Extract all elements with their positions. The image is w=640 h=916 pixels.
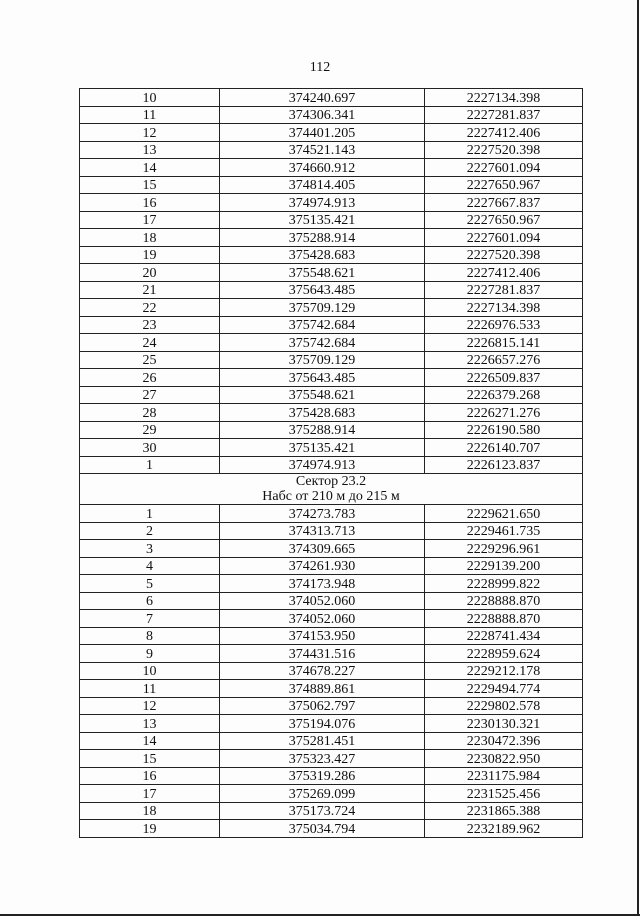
table-row <box>80 662 583 680</box>
table-row <box>80 421 583 439</box>
y-coordinate-cell: 2226976.533 <box>425 316 583 334</box>
x-coordinate-cell: 375428.683 <box>220 404 425 422</box>
x-coordinate-cell: 374273.783 <box>220 505 425 523</box>
y-coordinate-cell: 2229494.774 <box>425 680 583 698</box>
x-coordinate-cell: 375281.451 <box>220 732 425 750</box>
point-number-cell: 7 <box>80 610 220 628</box>
point-number-cell: 17 <box>80 785 220 803</box>
x-coordinate-cell: 374889.861 <box>220 680 425 698</box>
point-number-cell: 28 <box>80 404 220 422</box>
point-number-cell: 21 <box>80 281 220 299</box>
table-row <box>80 627 583 645</box>
y-coordinate-cell: 2226379.268 <box>425 386 583 404</box>
y-coordinate-cell: 2231175.984 <box>425 767 583 785</box>
y-coordinate-cell: 2226140.707 <box>425 439 583 457</box>
y-coordinate-cell: 2229296.961 <box>425 540 583 558</box>
point-number-cell: 19 <box>80 246 220 264</box>
point-number-cell: 19 <box>80 820 220 838</box>
point-number-cell: 17 <box>80 211 220 229</box>
x-coordinate-cell: 374974.913 <box>220 194 425 212</box>
point-number-cell: 29 <box>80 421 220 439</box>
point-number-cell: 12 <box>80 697 220 715</box>
table-row <box>80 124 583 142</box>
y-coordinate-cell: 2231525.456 <box>425 785 583 803</box>
table-row <box>80 732 583 750</box>
table-row <box>80 439 583 457</box>
y-coordinate-cell: 2228741.434 <box>425 627 583 645</box>
point-number-cell: 10 <box>80 662 220 680</box>
table-row <box>80 351 583 369</box>
y-coordinate-cell: 2229802.578 <box>425 697 583 715</box>
x-coordinate-cell: 374974.913 <box>220 456 425 474</box>
table-row <box>80 557 583 575</box>
point-number-cell: 3 <box>80 540 220 558</box>
y-coordinate-cell: 2226271.276 <box>425 404 583 422</box>
y-coordinate-cell: 2227650.967 <box>425 211 583 229</box>
table-row <box>80 281 583 299</box>
point-number-cell: 2 <box>80 522 220 540</box>
y-coordinate-cell: 2232189.962 <box>425 820 583 838</box>
x-coordinate-cell: 374313.713 <box>220 522 425 540</box>
y-coordinate-cell: 2228999.822 <box>425 575 583 593</box>
page-number: 112 <box>309 60 331 75</box>
y-coordinate-cell: 2227281.837 <box>425 106 583 124</box>
x-coordinate-cell: 374814.405 <box>220 176 425 194</box>
sector-heading <box>80 474 583 505</box>
point-number-cell: 1 <box>80 456 220 474</box>
y-coordinate-cell: 2226123.837 <box>425 456 583 474</box>
table-row <box>80 141 583 159</box>
x-coordinate-cell: 374240.697 <box>220 89 425 107</box>
table-row <box>80 299 583 317</box>
table-row <box>80 264 583 282</box>
x-coordinate-cell: 375548.621 <box>220 386 425 404</box>
x-coordinate-cell: 375709.129 <box>220 351 425 369</box>
y-coordinate-cell: 2227412.406 <box>425 264 583 282</box>
table-row <box>80 802 583 820</box>
y-coordinate-cell: 2226815.141 <box>425 334 583 352</box>
point-number-cell: 4 <box>80 557 220 575</box>
sector-subtitle: Набс от 210 м до 215 м <box>262 489 400 504</box>
scan-border-right <box>637 0 639 916</box>
x-coordinate-cell: 374309.665 <box>220 540 425 558</box>
table-row <box>80 697 583 715</box>
table-row <box>80 316 583 334</box>
table-row <box>80 522 583 540</box>
point-number-cell: 26 <box>80 369 220 387</box>
point-number-cell: 12 <box>80 124 220 142</box>
point-number-cell: 1 <box>80 505 220 523</box>
x-coordinate-cell: 375643.485 <box>220 281 425 299</box>
table-row <box>80 194 583 212</box>
y-coordinate-cell: 2227601.094 <box>425 229 583 247</box>
table-row <box>80 680 583 698</box>
table-row <box>80 575 583 593</box>
point-number-cell: 11 <box>80 106 220 124</box>
point-number-cell: 24 <box>80 334 220 352</box>
y-coordinate-cell: 2227520.398 <box>425 141 583 159</box>
x-coordinate-cell: 375135.421 <box>220 211 425 229</box>
sector-header-row <box>80 474 583 505</box>
x-coordinate-cell: 374678.227 <box>220 662 425 680</box>
table-section-2 <box>80 505 583 838</box>
table-row <box>80 592 583 610</box>
x-coordinate-cell: 374660.912 <box>220 159 425 177</box>
y-coordinate-cell: 2228888.870 <box>425 592 583 610</box>
table-row <box>80 404 583 422</box>
x-coordinate-cell: 374052.060 <box>220 610 425 628</box>
table-row <box>80 369 583 387</box>
table-row <box>80 645 583 663</box>
table-row <box>80 715 583 733</box>
y-coordinate-cell: 2227650.967 <box>425 176 583 194</box>
y-coordinate-cell: 2226657.276 <box>425 351 583 369</box>
table-row <box>80 211 583 229</box>
table-row <box>80 505 583 523</box>
point-number-cell: 30 <box>80 439 220 457</box>
point-number-cell: 18 <box>80 802 220 820</box>
x-coordinate-cell: 375643.485 <box>220 369 425 387</box>
x-coordinate-cell: 374173.948 <box>220 575 425 593</box>
point-number-cell: 14 <box>80 732 220 750</box>
point-number-cell: 9 <box>80 645 220 663</box>
x-coordinate-cell: 375034.794 <box>220 820 425 838</box>
x-coordinate-cell: 375288.914 <box>220 421 425 439</box>
x-coordinate-cell: 375062.797 <box>220 697 425 715</box>
x-coordinate-cell: 375428.683 <box>220 246 425 264</box>
y-coordinate-cell: 2229621.650 <box>425 505 583 523</box>
point-number-cell: 13 <box>80 141 220 159</box>
table-row <box>80 456 583 474</box>
y-coordinate-cell: 2231865.388 <box>425 802 583 820</box>
y-coordinate-cell: 2230822.950 <box>425 750 583 768</box>
x-coordinate-cell: 375135.421 <box>220 439 425 457</box>
y-coordinate-cell: 2227134.398 <box>425 89 583 107</box>
table-row <box>80 820 583 838</box>
x-coordinate-cell: 375269.099 <box>220 785 425 803</box>
table-row <box>80 159 583 177</box>
table-row <box>80 750 583 768</box>
point-number-cell: 6 <box>80 592 220 610</box>
y-coordinate-cell: 2227520.398 <box>425 246 583 264</box>
sector-header-section <box>80 474 583 505</box>
point-number-cell: 14 <box>80 159 220 177</box>
point-number-cell: 15 <box>80 750 220 768</box>
table-row <box>80 89 583 107</box>
point-number-cell: 16 <box>80 767 220 785</box>
x-coordinate-cell: 374306.341 <box>220 106 425 124</box>
table-row <box>80 785 583 803</box>
point-number-cell: 10 <box>80 89 220 107</box>
y-coordinate-cell: 2227134.398 <box>425 299 583 317</box>
point-number-cell: 25 <box>80 351 220 369</box>
table-row <box>80 176 583 194</box>
y-coordinate-cell: 2227281.837 <box>425 281 583 299</box>
table-row <box>80 106 583 124</box>
table-row <box>80 229 583 247</box>
table-section-1 <box>80 89 583 474</box>
x-coordinate-cell: 375709.129 <box>220 299 425 317</box>
table-row <box>80 767 583 785</box>
point-number-cell: 5 <box>80 575 220 593</box>
table-row <box>80 610 583 628</box>
x-coordinate-cell: 374153.950 <box>220 627 425 645</box>
y-coordinate-cell: 2230130.321 <box>425 715 583 733</box>
sector-title: Сектор 23.2 <box>295 474 367 489</box>
x-coordinate-cell: 375173.724 <box>220 802 425 820</box>
x-coordinate-cell: 375323.427 <box>220 750 425 768</box>
y-coordinate-cell: 2229139.200 <box>425 557 583 575</box>
point-number-cell: 20 <box>80 264 220 282</box>
x-coordinate-cell: 375194.076 <box>220 715 425 733</box>
y-coordinate-cell: 2228959.624 <box>425 645 583 663</box>
y-coordinate-cell: 2227601.094 <box>425 159 583 177</box>
table-row <box>80 334 583 352</box>
x-coordinate-cell: 375742.684 <box>220 334 425 352</box>
coordinates-table <box>79 88 583 838</box>
point-number-cell: 27 <box>80 386 220 404</box>
x-coordinate-cell: 374431.516 <box>220 645 425 663</box>
x-coordinate-cell: 375319.286 <box>220 767 425 785</box>
point-number-cell: 18 <box>80 229 220 247</box>
y-coordinate-cell: 2229461.735 <box>425 522 583 540</box>
x-coordinate-cell: 374052.060 <box>220 592 425 610</box>
x-coordinate-cell: 374521.143 <box>220 141 425 159</box>
point-number-cell: 16 <box>80 194 220 212</box>
y-coordinate-cell: 2230472.396 <box>425 732 583 750</box>
x-coordinate-cell: 374401.205 <box>220 124 425 142</box>
x-coordinate-cell: 375288.914 <box>220 229 425 247</box>
point-number-cell: 23 <box>80 316 220 334</box>
x-coordinate-cell: 374261.930 <box>220 557 425 575</box>
y-coordinate-cell: 2227667.837 <box>425 194 583 212</box>
y-coordinate-cell: 2227412.406 <box>425 124 583 142</box>
y-coordinate-cell: 2228888.870 <box>425 610 583 628</box>
table-row <box>80 386 583 404</box>
point-number-cell: 8 <box>80 627 220 645</box>
table-row <box>80 246 583 264</box>
x-coordinate-cell: 375742.684 <box>220 316 425 334</box>
x-coordinate-cell: 375548.621 <box>220 264 425 282</box>
point-number-cell: 13 <box>80 715 220 733</box>
point-number-cell: 11 <box>80 680 220 698</box>
point-number-cell: 15 <box>80 176 220 194</box>
y-coordinate-cell: 2226190.580 <box>425 421 583 439</box>
table-row <box>80 540 583 558</box>
point-number-cell: 22 <box>80 299 220 317</box>
y-coordinate-cell: 2229212.178 <box>425 662 583 680</box>
y-coordinate-cell: 2226509.837 <box>425 369 583 387</box>
